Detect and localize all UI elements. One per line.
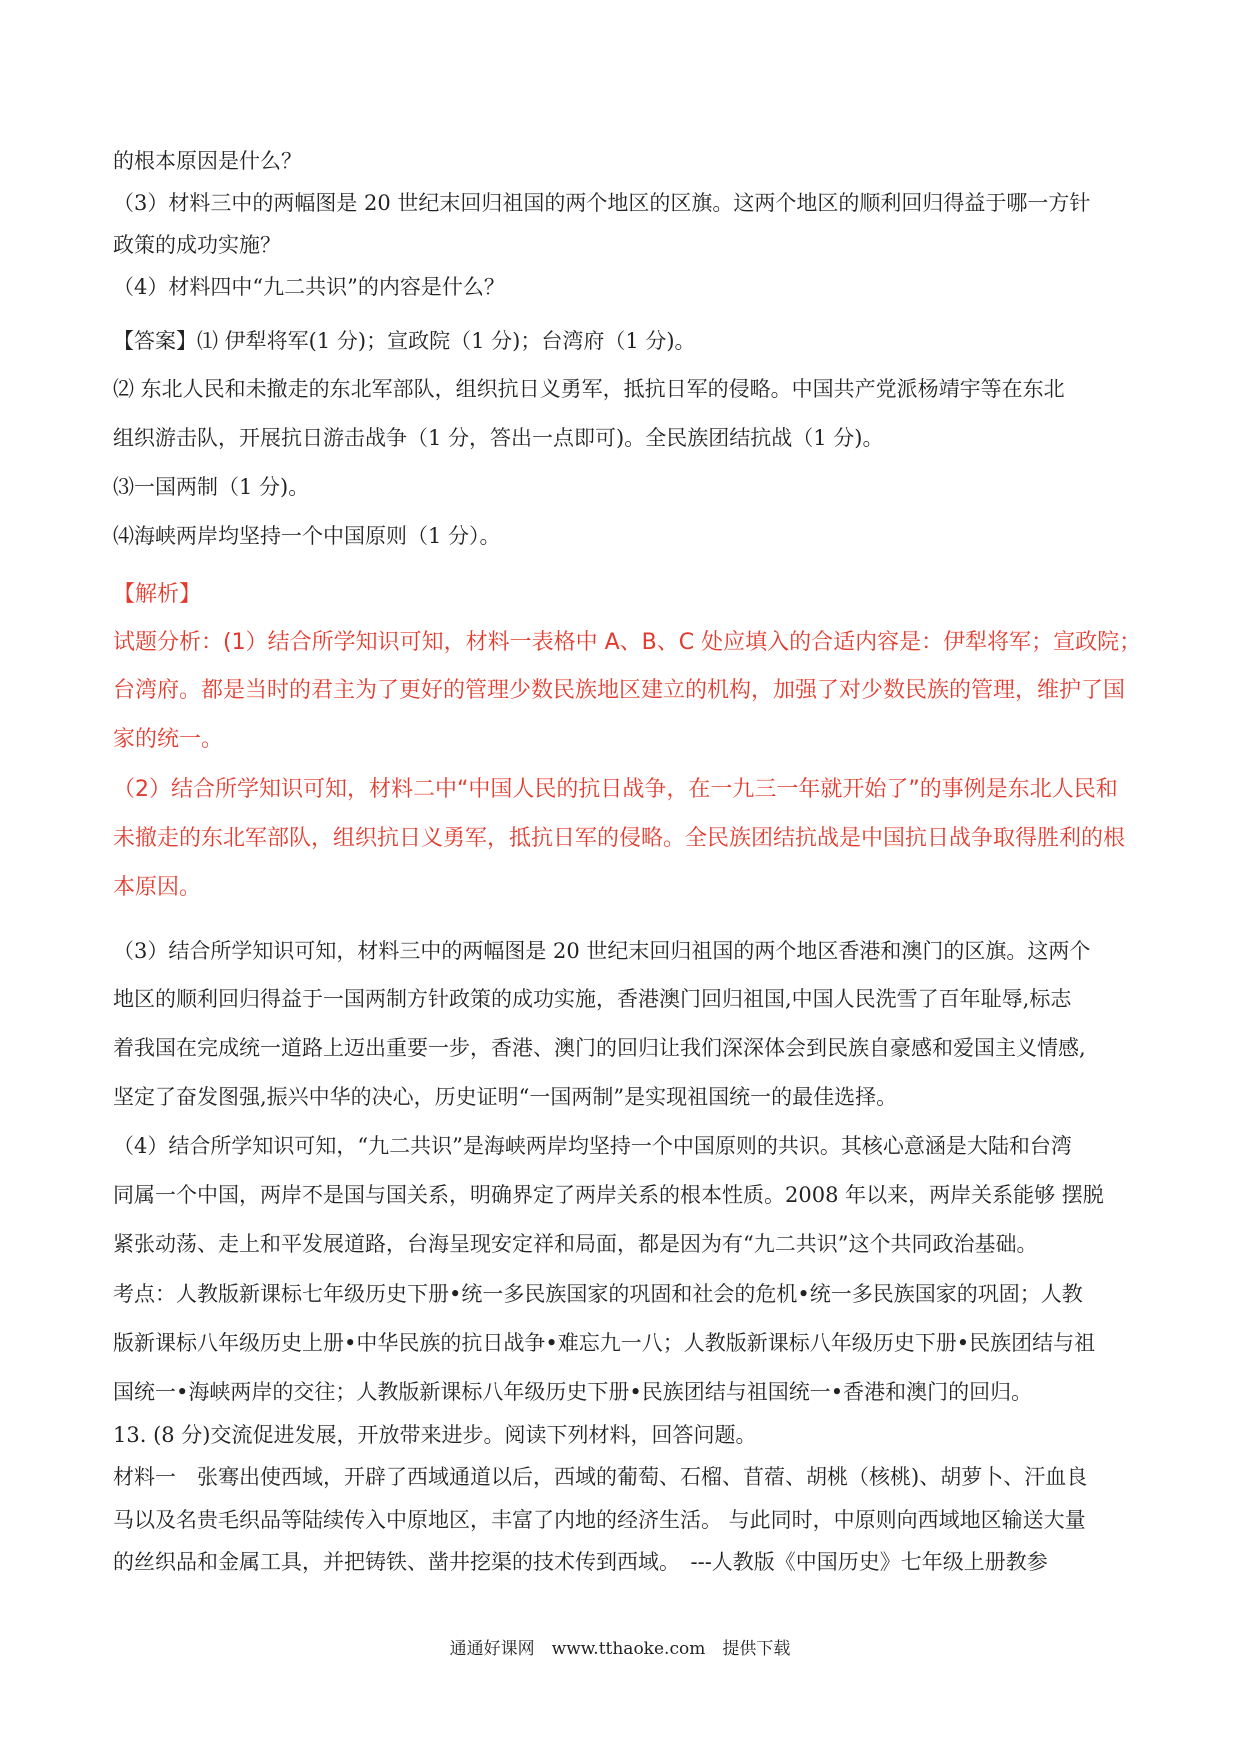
analysis-line: （2）结合所学知识可知，材料二中“中国人民的抗日战争，在一九三一年就开始了”的事例是东北人民和 (113, 777, 1118, 802)
text-line: 的丝织品和金属工具，并把铸铁、凿井挖渠的技术传到西域。 ---人教版《中国历史》七年级上册教参 (113, 1550, 1048, 1574)
answer-heading-line: 【答案】⑴ 伊犁将军(1 分)；宣政院（1 分)；台湾府（1 分)。 (113, 329, 696, 353)
text-line: 版新课标八年级历史上册•中华民族的抗日战争•难忘九一八；人教版新课标八年级历史下册•民族团结与祖 (113, 1331, 1096, 1355)
analysis-line: 台湾府。都是当时的君主为了更好的管理少数民族地区建立的机构，加强了对少数民族的管理，维护了国 (113, 678, 1126, 703)
text-line: 国统一•海峡两岸的交往；人教版新课标八年级历史下册•民族团结与祖国统一•香港和澳门的回归。 (113, 1380, 1033, 1404)
text-line: 同属一个中国，两岸不是国与国关系，明确界定了两岸关系的根本性质。2008 年以来，两岸关系能够 摆脱 (113, 1183, 1104, 1207)
text-line: 坚定了奋发图强,振兴中华的决心，历史证明“一国两制”是实现祖国统一的最佳选择。 (113, 1085, 898, 1109)
text-line: 政策的成功实施？ (113, 233, 281, 257)
text-line: （3）材料三中的两幅图是 20 世纪末回归祖国的两个地区的区旗。这两个地区的顺利回归得益于哪一方针 (113, 191, 1091, 215)
text-line: ⑵ 东北人民和未撤走的东北军部队，组织抗日义勇军，抵抗日军的侵略。中国共产党派杨靖宇等在东北 (113, 377, 1065, 401)
text-line: 材料一 张骞出使西域，开辟了西域通道以后，西域的葡萄、石榴、苜蓿、胡桃（核桃)、胡萝卜、汗血良 (113, 1465, 1088, 1489)
text-line: 组织游击队，开展抗日游击战争（1 分，答出一点即可)。全民族团结抗战（1 分)。 (113, 426, 884, 450)
question-line: 13. (8 分)交流促进发展，开放带来进步。阅读下列材料，回答问题。 (113, 1423, 757, 1447)
analysis-heading: 【解析】 (113, 582, 202, 607)
text-line: 马以及名贵毛织品等陆续传入中原地区，丰富了内地的经济生活。 与此同时，中原则向西域地区输送大量 (113, 1508, 1086, 1532)
analysis-line: 家的统一。 (113, 727, 224, 752)
analysis-line: 本原因。 (113, 875, 202, 900)
text-line: 紧张动荡、走上和平发展道路，台海呈现安定祥和局面，都是因为有“九二共识”这个共同政治基础。 (113, 1232, 1038, 1256)
text-line: ⑶一国两制（1 分)。 (113, 475, 310, 499)
text-line: 的根本原因是什么？ (113, 149, 302, 173)
page-footer: 通通好课网 www.tthaoke.com 提供下载 (449, 1639, 791, 1659)
analysis-line: 试题分析：(1）结合所学知识可知，材料一表格中 A、B、C 处应填入的合适内容是：伊犁将军；宣政院； (113, 630, 1142, 655)
text-line: ⑷海峡两岸均坚持一个中国原则（1 分）。 (113, 524, 501, 548)
text-line: （3）结合所学知识可知，材料三中的两幅图是 20 世纪末回归祖国的两个地区香港和澳门的区旗。这两个 (113, 939, 1091, 963)
text-line: （4）结合所学知识可知，“九二共识”是海峡两岸均坚持一个中国原则的共识。其核心意涵是大陆和台湾 (113, 1134, 1072, 1158)
analysis-line: 未撤走的东北军部队，组织抗日义勇军，抵抗日军的侵略。全民族团结抗战是中国抗日战争取得胜利的根 (113, 826, 1126, 851)
text-line: 着我国在完成统一道路上迈出重要一步，香港、澳门的回归让我们深深体会到民族自豪感和爱国主义情感, (113, 1036, 1086, 1060)
text-line: 地区的顺利回归得益于一国两制方针政策的成功实施，香港澳门回归祖国,中国人民洗雪了百年耻辱,标志 (113, 987, 1072, 1011)
text-line: （4）材料四中“九二共识”的内容是什么？ (113, 275, 505, 299)
text-line: 考点：人教版新课标七年级历史下册•统一多民族国家的巩固和社会的危机•统一多民族国家的巩固；人教 (113, 1282, 1083, 1306)
